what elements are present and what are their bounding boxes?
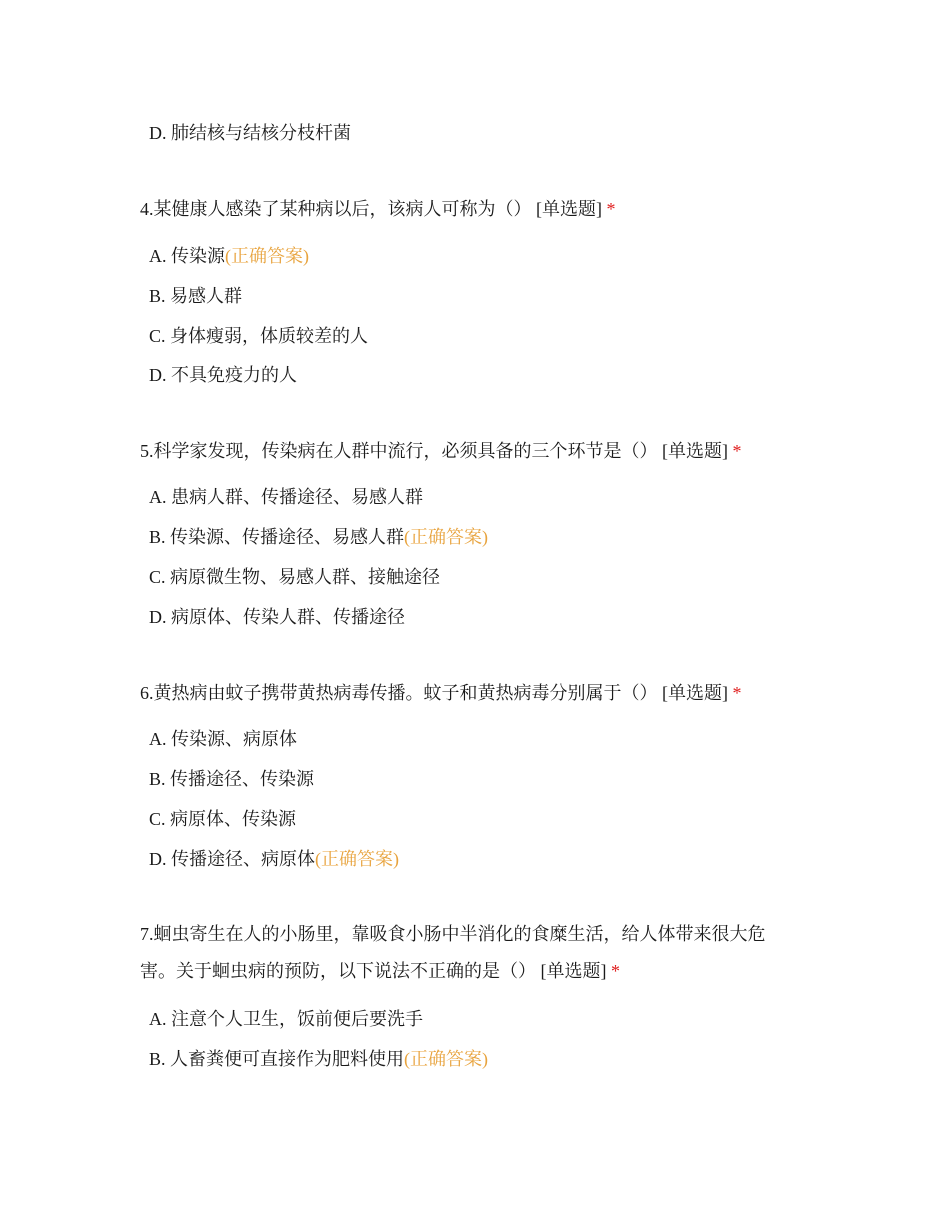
option-text: 注意个人卫生，饭前便后要洗手 bbox=[171, 1009, 423, 1029]
option-text: 传染源 bbox=[171, 246, 225, 266]
option-text: 传染源、病原体 bbox=[171, 729, 297, 749]
question-number: 4. bbox=[140, 199, 154, 219]
question-number: 5. bbox=[140, 441, 154, 461]
question-6 bbox=[140, 675, 800, 712]
question-number: 6. bbox=[140, 683, 154, 703]
option-6a bbox=[149, 727, 297, 751]
required-mark: * bbox=[732, 683, 742, 703]
question-type-label: [单选题] bbox=[540, 961, 607, 981]
option-letter: A. bbox=[149, 1009, 167, 1029]
option-text: 病原体、传染人群、传播途径 bbox=[171, 607, 405, 627]
option-letter: A. bbox=[149, 487, 167, 507]
required-mark: * bbox=[611, 961, 620, 981]
question-text: 科学家发现，传染病在人群中流行，必须具备的三个环节是（） bbox=[153, 441, 658, 461]
option-text: 不具免疫力的人 bbox=[171, 365, 297, 385]
option-6d bbox=[149, 847, 399, 871]
option-letter: C. bbox=[149, 567, 166, 587]
option-5a bbox=[149, 485, 423, 509]
option-text: 易感人群 bbox=[170, 286, 243, 306]
question-type-label: [单选题] bbox=[662, 441, 728, 461]
option-letter: D. bbox=[149, 365, 167, 385]
option-4c bbox=[149, 324, 368, 348]
option-letter: A. bbox=[149, 246, 167, 266]
option-4a bbox=[149, 244, 309, 268]
question-text: 黄热病由蚊子携带黄热病毒传播。蚊子和黄热病毒分别属于（） bbox=[153, 683, 658, 703]
option-5b bbox=[149, 525, 488, 549]
question-7 bbox=[140, 916, 800, 990]
option-letter: D. bbox=[149, 849, 167, 869]
option-letter: B. bbox=[149, 1049, 166, 1069]
question-text: 某健康人感染了某种病以后，该病人可称为（） bbox=[153, 199, 532, 219]
option-5d bbox=[149, 605, 405, 629]
leading-option bbox=[149, 121, 351, 145]
correct-answer-marker: (正确答案) bbox=[315, 849, 399, 869]
question-text: 蛔虫寄生在人的小肠里，靠吸食小肠中半消化的食糜生活，给人体带来很大危害。关于蛔虫病的预防，以下说法不正确的是（） bbox=[140, 924, 766, 981]
question-type-label: [单选题] bbox=[536, 199, 602, 219]
option-letter: B. bbox=[149, 527, 166, 547]
option-4d bbox=[149, 363, 297, 387]
required-mark: * bbox=[732, 441, 742, 461]
option-text: 人畜粪便可直接作为肥料使用 bbox=[170, 1049, 405, 1069]
option-7a bbox=[149, 1007, 423, 1031]
correct-answer-marker: (正确答案) bbox=[404, 1049, 489, 1069]
required-mark: * bbox=[606, 199, 616, 219]
question-number: 7. bbox=[140, 924, 154, 944]
question-type-label: [单选题] bbox=[662, 683, 728, 703]
option-4b bbox=[149, 284, 242, 308]
option-text: 患病人群、传播途径、易感人群 bbox=[171, 487, 423, 507]
option-text: D. 肺结核与结核分枝杆菌 bbox=[149, 123, 351, 143]
option-5c bbox=[149, 565, 440, 589]
option-text: 身体瘦弱，体质较差的人 bbox=[170, 326, 369, 346]
option-text: 病原体、传染源 bbox=[170, 809, 297, 829]
option-letter: C. bbox=[149, 326, 166, 346]
option-6b bbox=[149, 767, 314, 791]
option-text: 传染源、传播途径、易感人群 bbox=[170, 527, 405, 547]
option-letter: B. bbox=[149, 286, 166, 306]
correct-answer-marker: (正确答案) bbox=[225, 246, 309, 266]
question-5 bbox=[140, 433, 800, 470]
option-letter: A. bbox=[149, 729, 167, 749]
option-text: 病原微生物、易感人群、接触途径 bbox=[170, 567, 441, 587]
option-text: 传播途径、传染源 bbox=[170, 769, 315, 789]
option-letter: C. bbox=[149, 809, 166, 829]
question-4 bbox=[140, 191, 800, 228]
correct-answer-marker: (正确答案) bbox=[404, 527, 489, 547]
option-text: 传播途径、病原体 bbox=[171, 849, 315, 869]
option-letter: D. bbox=[149, 607, 167, 627]
option-6c bbox=[149, 807, 296, 831]
option-7b bbox=[149, 1047, 488, 1071]
option-letter: B. bbox=[149, 769, 166, 789]
